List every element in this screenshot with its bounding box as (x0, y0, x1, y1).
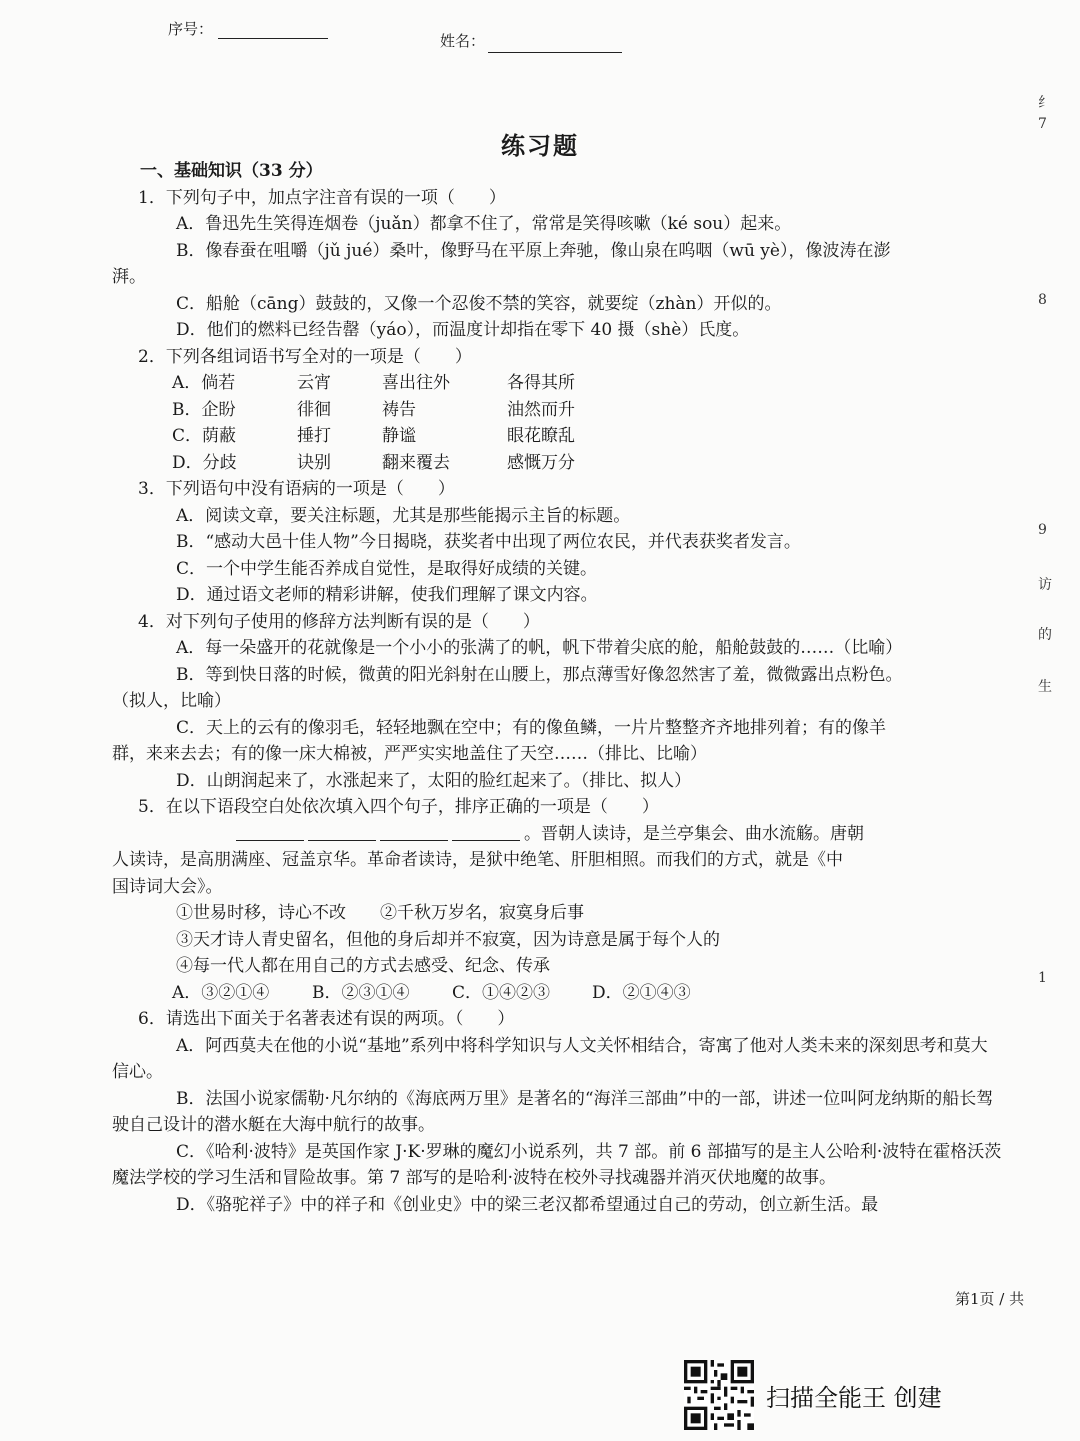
question-2-stem: 2．下列各组词语书写全对的一项是（ ） (138, 346, 472, 367)
question-5-sentence-3: ③天才诗人青史留名，但他的身后却并不寂寞，因为诗意是属于每个人的 (176, 929, 720, 950)
question-3-option-a: A．阅读文章，要关注标题，尤其是那些能揭示主旨的标题。 (176, 505, 631, 526)
page-title: 练习题 (501, 131, 579, 160)
question-3-option-d: D．通过语文老师的精彩讲解，使我们理解了课文内容。 (176, 585, 598, 605)
question-1-option-a: A．鲁迅先生笑得连烟卷（juǎn）都拿不住了，常常是笑得咳嗽（ké sou）起来。 (176, 214, 792, 234)
edge-mark: 8 (1038, 292, 1047, 308)
question-body (112, 158, 1002, 1218)
question-3-stem: 3．下列语句中没有语病的一项是（ ） (138, 479, 455, 499)
word-cell: D．分歧 (172, 452, 237, 473)
answer-c: C．①④②③ (452, 982, 551, 1003)
fill-blank (380, 821, 448, 842)
question-4-option-b: B．等到快日落的时候，微黄的阳光斜射在山腰上，那点薄雪好像忽然害了羞，微微露出点粉色。 (176, 664, 903, 685)
scanner-watermark (684, 1360, 942, 1430)
edge-mark: 纟 (1038, 95, 1052, 111)
word-cell: 喜出往外 (382, 373, 450, 393)
edge-mark: 生 (1038, 679, 1052, 695)
seq-label: 序号： (168, 20, 214, 38)
word-cell: C．荫蔽 (172, 426, 237, 446)
question-1-option-b: B．像春蚕在咀嚼（jǔ jué）桑叶，像野马在平原上奔驰，像山泉在呜咽（wū yè），像波涛在澎 (176, 240, 891, 261)
fill-blank (236, 821, 304, 842)
word-cell: 各得其所 (507, 373, 575, 393)
name-label: 姓名： (440, 32, 486, 50)
word-cell: 感慨万分 (507, 452, 575, 473)
question-5-answers (172, 980, 1002, 1007)
word-cell: 诀别 (297, 452, 331, 473)
question-5-passage: 人读诗，是高朋满座、冠盖京华。革命者读诗，是狱中绝笔、肝胆相照。而我们的方式，就是《中 (112, 850, 843, 870)
question-1-option-d: D．他们的燃料已经告罄（yáo），而温度计却指在零下 40 摄（shè）氏度。 (176, 320, 750, 340)
word-cell: 徘徊 (297, 399, 331, 420)
question-2-row-a (172, 370, 1002, 397)
word-cell: B．企盼 (172, 399, 236, 420)
question-6-stem: 6．请选出下面关于名著表述有误的两项。（ ） (138, 1009, 515, 1029)
word-cell: 眼花瞭乱 (507, 426, 575, 446)
answer-d: D．②①④③ (592, 982, 691, 1003)
fill-tail: 。晋朝人读诗，是兰亭集会、曲水流觞。唐朝 (524, 823, 864, 844)
name-blank (488, 52, 622, 53)
question-3-option-b: B．“感动大邑十佳人物”今日揭晓，获奖者中出现了两位农民，并代表获奖者发言。 (176, 532, 801, 552)
question-2-row-b (172, 397, 1002, 424)
question-4-option-d: D．山朗润起来了，水涨起来了，太阳的脸红起来了。（排比、拟人） (176, 770, 692, 791)
question-1-option-b-cont: 湃。 (112, 267, 146, 287)
question-1-stem: 1．下列句子中，加点字注音有误的一项（ ） (138, 187, 506, 208)
question-3-option-c: C．一个中学生能否养成自觉性，是取得好成绩的关键。 (176, 558, 598, 579)
question-6-option-d: D．《骆驼祥子》中的祥子和《创业史》中的梁三老汉都希望通过自己的劳动，创立新生活。最 (176, 1194, 879, 1215)
question-1-option-c: C．船舱（cāng）鼓鼓的，又像一个忍俊不禁的笑容，就要绽（zhàn）开似的。 (176, 293, 782, 314)
edge-mark: 1 (1038, 970, 1047, 986)
answer-a: A．③②①④ (172, 982, 270, 1003)
question-5-sentence-1-2: ①世易时移，诗心不改 ②千秋万岁名，寂寞身后事 (176, 903, 584, 923)
question-5-fill-line (236, 821, 1002, 848)
edge-mark: 7 (1038, 116, 1047, 132)
qr-code-icon (684, 1360, 754, 1430)
fill-blank (308, 821, 376, 842)
edge-mark: 的 (1038, 627, 1052, 643)
word-cell: 祷告 (382, 399, 416, 420)
word-cell: 翻来覆去 (382, 452, 450, 473)
fill-blank (452, 821, 520, 842)
word-cell: A．倘若 (172, 373, 236, 393)
question-4-option-b-cont: （拟人，比喻） (112, 691, 231, 711)
question-4-option-c: C．天上的云有的像羽毛，轻轻地飘在空中；有的像鱼鳞，一片片整整齐齐地排列着；有的像羊 (176, 717, 887, 738)
question-2-row-d (172, 450, 1002, 477)
question-2-row-c (172, 423, 1002, 450)
word-cell: 云宵 (297, 373, 331, 393)
edge-mark: 访 (1038, 577, 1052, 593)
section-heading: 一、基础知识（33 分） (140, 161, 323, 181)
seq-blank (218, 38, 328, 39)
word-cell: 油然而升 (507, 399, 575, 420)
question-5-stem: 5．在以下语段空白处依次填入四个句子，排序正确的一项是（ ） (138, 797, 659, 817)
question-6-option-b: B．法国小说家儒勒·凡尔纳的《海底两万里》是著名的“海洋三部曲”中的一部，讲述一位叫阿龙纳斯的船长驾驶自己设计的潜水艇在大海中航行的故事。 (112, 1088, 994, 1135)
question-6-option-c: C．《哈利·波特》是英国作家 J·K·罗琳的魔幻小说系列，共 7 部。前 6 部描写的是主人公哈利·波特在霍格沃茨魔法学校的学习生活和冒险故事。第 7 部写的是哈利·波特在校外寻找魂器并消灭伏地魔的故事。 (112, 1141, 1002, 1188)
scanner-brand-text: 扫描全能王 创建 (766, 1383, 942, 1412)
page-number: 第1页 / 共 (955, 1290, 1025, 1308)
question-4-stem: 4．对下列句子使用的修辞方法判断有误的是（ ） (138, 611, 540, 632)
word-cell: 捶打 (297, 426, 331, 446)
question-5-passage-end: 国诗词大会》。 (112, 876, 223, 897)
question-5-sentence-4: ④每一代人都在用自己的方式去感受、纪念、传承 (176, 956, 550, 976)
question-6-option-a: A．阿西莫夫在他的小说“基地”系列中将科学知识与人文关怀相结合，寄寓了他对人类未来的深刻思考和莫大信心。 (112, 1035, 988, 1082)
edge-mark: 9 (1038, 522, 1047, 538)
question-4-option-a: A．每一朵盛开的花就像是一个小小的张满了的帆，帆下带着尖底的舱，船舱鼓鼓的……（比喻） (176, 638, 903, 658)
word-cell: 静谧 (382, 426, 416, 446)
question-4-option-c-cont: 群，来来去去；有的像一床大棉被，严严实实地盖住了天空……（排比、比喻） (112, 744, 707, 764)
answer-b: B．②③①④ (312, 982, 410, 1003)
